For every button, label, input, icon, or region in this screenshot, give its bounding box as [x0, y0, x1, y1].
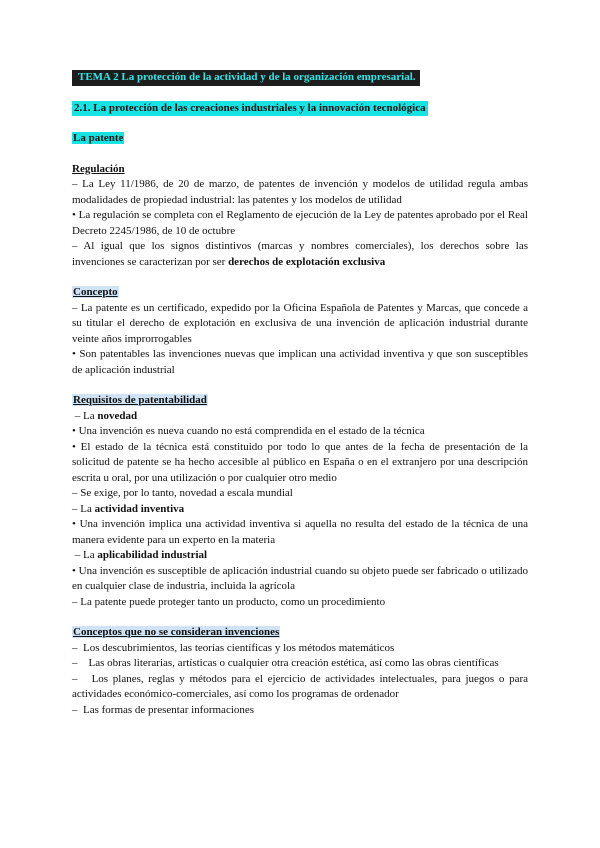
requisitos-heading: Requisitos de patentabilidad	[73, 394, 207, 406]
regulacion-heading: Regulación	[72, 162, 125, 175]
regulacion-p1: – La Ley 11/1986, de 20 de marzo, de patentes de invención y modelos de utilidad regula ambas modalidades de propiedad industrial: las patentes y los modelos de utilidad	[72, 178, 528, 206]
no-invenciones-heading-line	[72, 625, 528, 641]
novedad-prefix: – La	[72, 409, 98, 422]
novedad-line	[72, 409, 528, 425]
section-title-line	[72, 101, 528, 117]
no-invenciones-l3: – Los planes, reglas y métodos para el ejercicio de actividades intelectuales, para juegos o para actividades económico-comerciales, así como los programas de ordenador	[72, 672, 531, 700]
actividad-line	[72, 502, 528, 518]
patente-heading-line	[72, 131, 528, 147]
no-invenciones-heading: Conceptos que no se consideran invenciones	[73, 626, 280, 638]
aplicabilidad-prefix: – La	[72, 549, 98, 561]
concepto-heading-line	[72, 285, 528, 301]
regulacion-heading-line	[72, 162, 528, 178]
aplicabilidad-p1: • Una invención es susceptible de aplicación industrial cuando su objeto puede ser fabricado o utilizado en cualquier clase de industria, incluida la agrícola	[72, 564, 528, 592]
actividad-bold: actividad inventiva	[94, 502, 185, 515]
doc-title: TEMA 2 La protección de la actividad y de la organización empresarial.	[72, 70, 420, 86]
patente-heading: La patente	[73, 132, 124, 144]
regulacion-p2: • La regulación se completa con el Reglamento de ejecución de la Ley de patentes aprobado por el Real Decreto 2245/1986, de 10 de octubre	[72, 209, 528, 237]
aplicabilidad-bold: aplicabilidad industrial	[97, 549, 208, 561]
no-invenciones-l2: – Las obras literarias, artísticas o cualquier otra creación estética, así como las obras científicas	[72, 657, 499, 669]
novedad-p3: – Se exige, por lo tanto, novedad a escala mundial	[72, 487, 293, 499]
no-invenciones-l4: – Las formas de presentar informaciones	[72, 703, 255, 716]
concepto-heading: Concepto	[73, 286, 118, 298]
regulacion-p3-text: – Al igual que los signos distintivos (marcas y nombres comerciales), los derechos sobre las invenciones se caracterizan por ser	[72, 240, 528, 268]
aplicabilidad-line	[72, 548, 528, 564]
regulacion-p3	[72, 239, 528, 270]
concepto-p1: – La patente es un certificado, expedido por la Oficina Española de Patentes y Marcas, que concede a su titular el derecho de explotación en exclusiva de una invención de aplicación industrial durante veinte años improrrogables	[72, 301, 528, 345]
doc-title-line	[72, 70, 528, 86]
requisitos-heading-line	[72, 393, 528, 409]
novedad-p1: • Una invención es nueva cuando no está comprendida en el estado de la técnica	[72, 425, 425, 437]
actividad-prefix: – La	[72, 502, 95, 515]
aplicabilidad-p2: – La patente puede proteger tanto un producto, como un procedimiento	[72, 595, 386, 608]
concepto-p2: • Son patentables las invenciones nuevas que implican una actividad inventiva y que son susceptibles de aplicación industrial	[72, 348, 528, 376]
novedad-bold: novedad	[97, 409, 138, 422]
novedad-p2: • El estado de la técnica está constituido por todo lo que antes de la fecha de presentación de la solicitud de patente se ha hecho accesible al público en España o en el extranjero por una descripción escrita u oral, por una utilización o por cualquier otro medio	[72, 440, 528, 484]
regulacion-p3-bold: derechos de explotación exclusiva	[228, 255, 386, 268]
actividad-p1: • Una invención implica una actividad inventiva si aquella no resulta del estado de la técnica de una manera evidente para un experto en la materia	[72, 518, 528, 546]
no-invenciones-l1: – Los descubrimientos, las teorías científicas y los métodos matemáticos	[72, 641, 395, 654]
section-title: 2.1. La protección de las creaciones industriales y la innovación tecnológica	[72, 101, 428, 117]
